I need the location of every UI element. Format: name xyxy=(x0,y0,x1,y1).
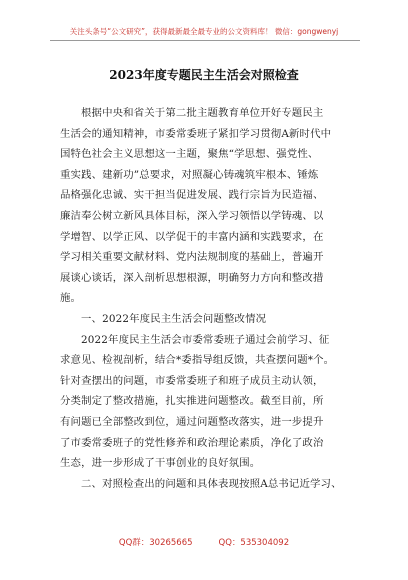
body-line: 品格强化忠诚、实干担当促进发展、践行宗旨为民造福、 xyxy=(60,189,324,202)
body-line: 根据中央和省关于第二批主题教育单位开好专题民主 xyxy=(81,107,324,119)
footer-qq-group: QQ群：30265665 xyxy=(118,538,193,548)
body-line: 求意见、检视剖析，结合*委指导组反馈，共查摆问题*个。 xyxy=(60,354,335,367)
body-line: 国特色社会主义思想这一主题，聚焦“学思想、强党性、 xyxy=(60,148,319,161)
document-body xyxy=(60,103,350,494)
header-note: 关注头条号“公文研究”，获得最新最全最专业的公文资料库！ 微信：gongwenyj xyxy=(69,27,339,36)
footer-contact xyxy=(0,536,408,548)
body-line: 施。 xyxy=(60,292,82,305)
section-heading: 二、对照检查出的问题和具体表现按照A总书记近学习、 xyxy=(81,477,342,490)
body-line: 了市委常委班子的党性修养和政治理论素质，净化了政治 xyxy=(60,436,324,449)
body-line: 生态，进一步形成了干事创业的良好氛围。 xyxy=(60,457,261,470)
section-heading: 一、2022年度民主生活会问题整改情况 xyxy=(81,312,267,325)
body-line: 展谈心谈话，深入剖析思想根源，明确努力方向和整改措 xyxy=(60,271,324,284)
body-line: 学增智、以学正风、以学促干的丰富内涵和实践要求，在 xyxy=(60,230,324,243)
body-line: 针对查摆出的问题，市委常委班子和班子成员主动认领， xyxy=(60,374,324,387)
body-line: 重实践、建新功”总要求，对照凝心铸魂筑牢根本、锤炼 xyxy=(60,168,319,181)
body-line: 有问题已全部整改到位，通过问题整改落实，进一步提升 xyxy=(60,415,324,428)
body-line: 生活会的通知精神，市委常委班子紧扣学习贯彻A新时代中 xyxy=(60,127,332,140)
body-line: 学习相关重要文献材料、党内法规制度的基础上，普遍开 xyxy=(60,251,324,264)
body-line: 廉洁奉公树立新风具体目标，深入学习领悟以学铸魂、以 xyxy=(60,209,324,222)
document-title: 2023年度专题民主生活会对照检查 xyxy=(109,68,299,82)
header-divider xyxy=(50,40,360,41)
body-line: 2022年度民主生活会市委常委班子通过会前学习、征 xyxy=(81,333,330,346)
footer-qq: QQ：535304092 xyxy=(218,538,290,548)
body-line: 分类制定了整改措施，扎实推进问题整改。截至目前，所 xyxy=(60,395,324,408)
